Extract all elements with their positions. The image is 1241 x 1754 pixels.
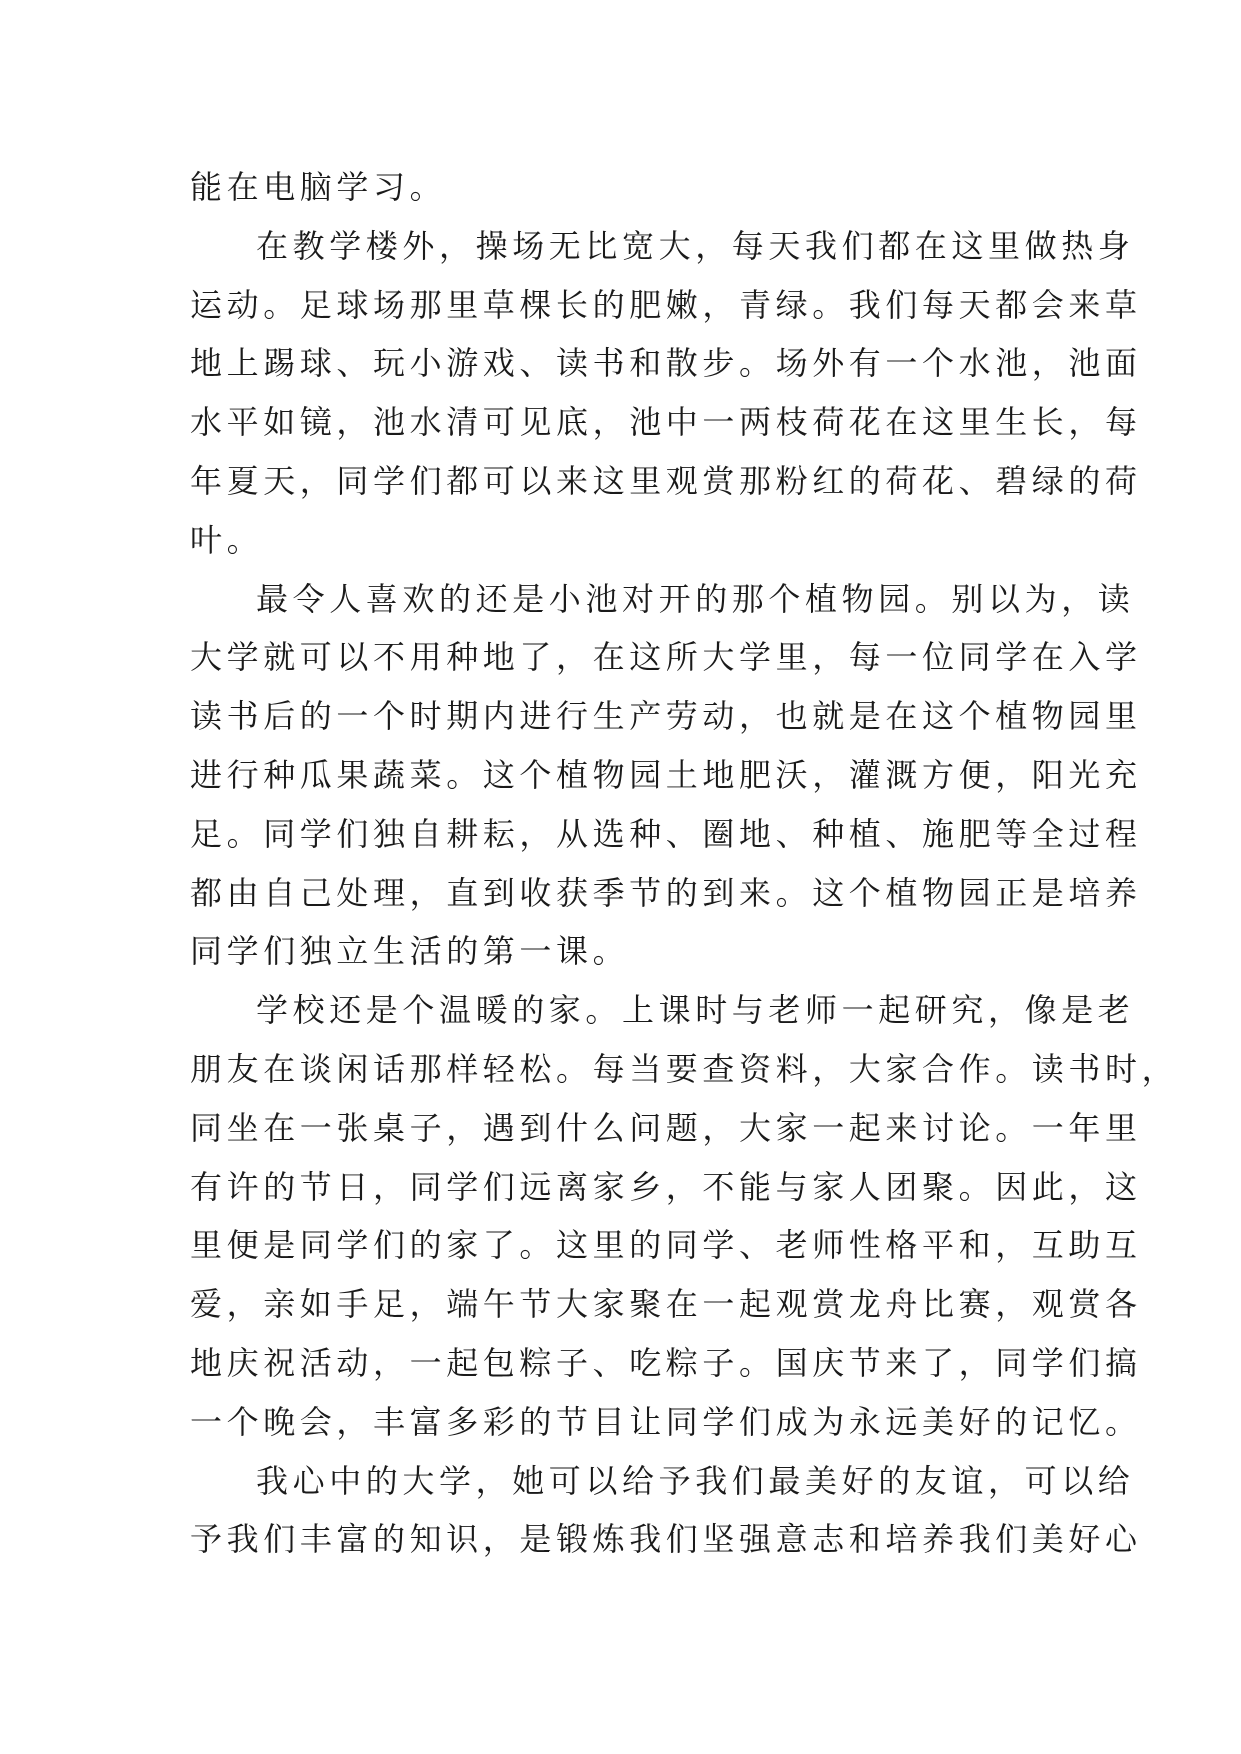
text-line: 进行种瓜果蔬菜。这个植物园土地肥沃，灌溉方便，阳光充 (190, 755, 1142, 794)
text-line: 同坐在一张桌子，遇到什么问题，大家一起来讨论。一年里 (190, 1108, 1142, 1147)
text-line: 叶。 (190, 520, 264, 559)
text-line: 年夏天，同学们都可以来这里观赏那粉红的荷花、碧绿的荷 (190, 461, 1142, 500)
text-line: 在教学楼外，操场无比宽大，每天我们都在这里做热身 (256, 226, 1135, 265)
text-line: 里便是同学们的家了。这里的同学、老师性格平和，互助互 (190, 1226, 1142, 1265)
text-line: 能在电脑学习。 (190, 168, 447, 206)
text-line: 有许的节日，同学们远离家乡，不能与家人团聚。因此，这 (190, 1167, 1142, 1206)
text-line: 读书后的一个时期内进行生产劳动，也就是在这个植物园里 (190, 697, 1142, 736)
text-line: 学校还是个温暖的家。上课时与老师一起研究，像是老 (256, 991, 1135, 1030)
text-line: 一个晚会，丰富多彩的节目让同学们成为永远美好的记忆。 (190, 1402, 1142, 1441)
text-line: 运动。足球场那里草棵长的肥嫩，青绿。我们每天都会来草 (190, 285, 1142, 324)
text-line: 最令人喜欢的还是小池对开的那个植物园。别以为，读 (256, 579, 1135, 618)
text-line: 大学就可以不用种地了，在这所大学里，每一位同学在入学 (190, 638, 1142, 677)
text-line: 地上踢球、玩小游戏、读书和散步。场外有一个水池，池面 (190, 344, 1142, 383)
body-text (190, 158, 1179, 1569)
text-line: 爱，亲如手足，端午节大家聚在一起观赏龙舟比赛，观赏各 (190, 1285, 1142, 1324)
text-line: 朋友在谈闲话那样轻松。每当要查资料，大家合作。读书时， (190, 1049, 1179, 1088)
text-line: 同学们独立生活的第一课。 (190, 932, 630, 971)
text-line: 水平如镜，池水清可见底，池中一两枝荷花在这里生长，每 (190, 403, 1142, 442)
text-line: 地庆祝活动，一起包粽子、吃粽子。国庆节来了，同学们搞 (190, 1343, 1142, 1382)
text-line: 我心中的大学，她可以给予我们最美好的友谊，可以给 (256, 1461, 1135, 1500)
text-line: 足。同学们独自耕耘，从选种、圈地、种植、施肥等全过程 (190, 814, 1142, 853)
text-line: 予我们丰富的知识，是锻炼我们坚强意志和培养我们美好心 (190, 1520, 1142, 1559)
text-line: 都由自己处理，直到收获季节的到来。这个植物园正是培养 (190, 873, 1142, 912)
